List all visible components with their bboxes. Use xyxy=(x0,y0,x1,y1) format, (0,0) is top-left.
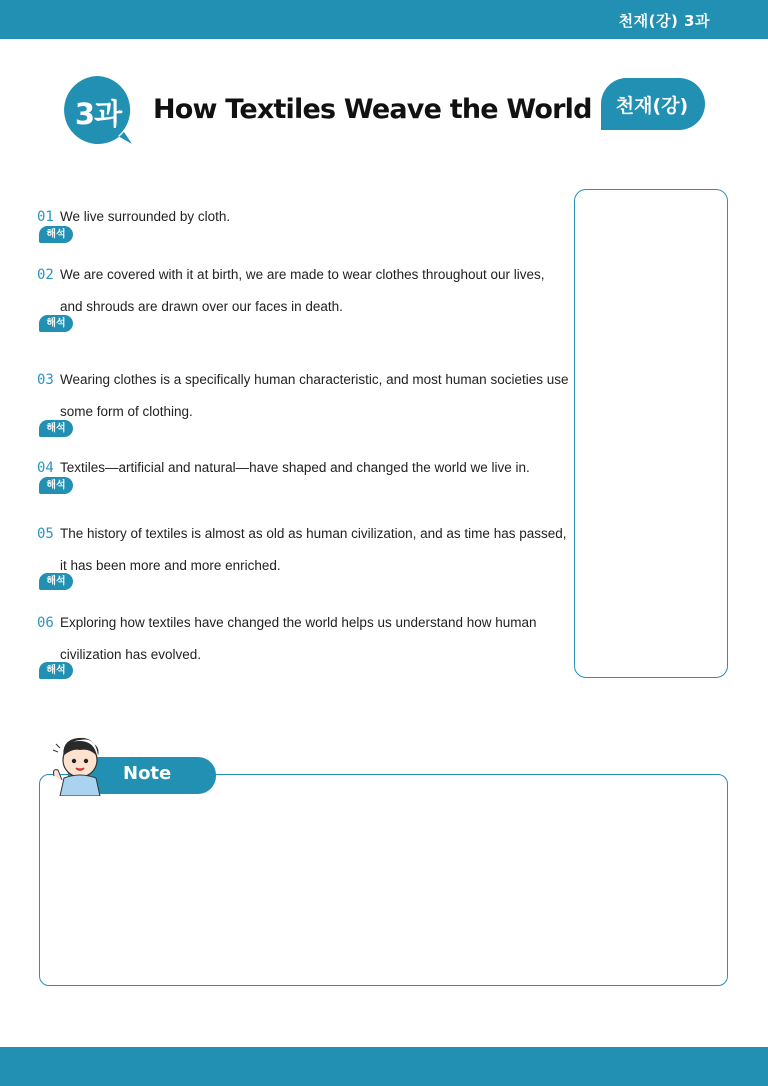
sentence-text: Wearing clothes is a specifically human characteristic, and most human societies use some form of clothing. xyxy=(60,372,569,419)
sentence-number: 03 xyxy=(37,372,54,388)
note-box[interactable] xyxy=(39,774,728,986)
header-band xyxy=(0,0,768,39)
sentence-text: Textiles—artificial and natural—have shaped and changed the world we live in. xyxy=(60,460,530,475)
note-label: Note xyxy=(123,763,172,784)
header-band-label: 천재(강) 3과 xyxy=(618,12,710,30)
sentence-text: Exploring how textiles have changed the world helps us understand how human civilization has evolved. xyxy=(60,615,537,662)
sentence-text: We are covered with it at birth, we are made to wear clothes throughout our lives, and shrouds are drawn over our faces in death. xyxy=(60,267,545,314)
sentence-text: We live surrounded by cloth. xyxy=(60,209,231,224)
translation-tag[interactable]: 해석 xyxy=(39,315,73,332)
sentence-text: The history of textiles is almost as old as human civilization, and as time has passed, it has been more and more enriched. xyxy=(60,526,567,573)
sentence-number: 05 xyxy=(37,526,54,542)
publisher-label: 천재(강) xyxy=(615,95,689,117)
side-memo-box xyxy=(574,189,728,678)
publisher-badge xyxy=(599,78,705,130)
lesson-number: 3과 xyxy=(74,97,122,131)
sentence-number: 02 xyxy=(37,267,54,283)
sentence-number: 04 xyxy=(37,460,54,476)
sentence-number: 01 xyxy=(37,209,54,225)
boy-character-icon xyxy=(50,734,110,796)
translation-tag[interactable]: 해석 xyxy=(39,226,73,243)
page-title: How Textiles Weave the World xyxy=(153,94,592,125)
sentence-number: 06 xyxy=(37,615,54,631)
translation-tag[interactable]: 해석 xyxy=(39,477,73,494)
translation-tag[interactable]: 해석 xyxy=(39,420,73,437)
lesson-badge xyxy=(62,74,134,146)
footer-band xyxy=(0,1047,768,1086)
translation-tag[interactable]: 해석 xyxy=(39,662,73,679)
translation-tag[interactable]: 해석 xyxy=(39,573,73,590)
